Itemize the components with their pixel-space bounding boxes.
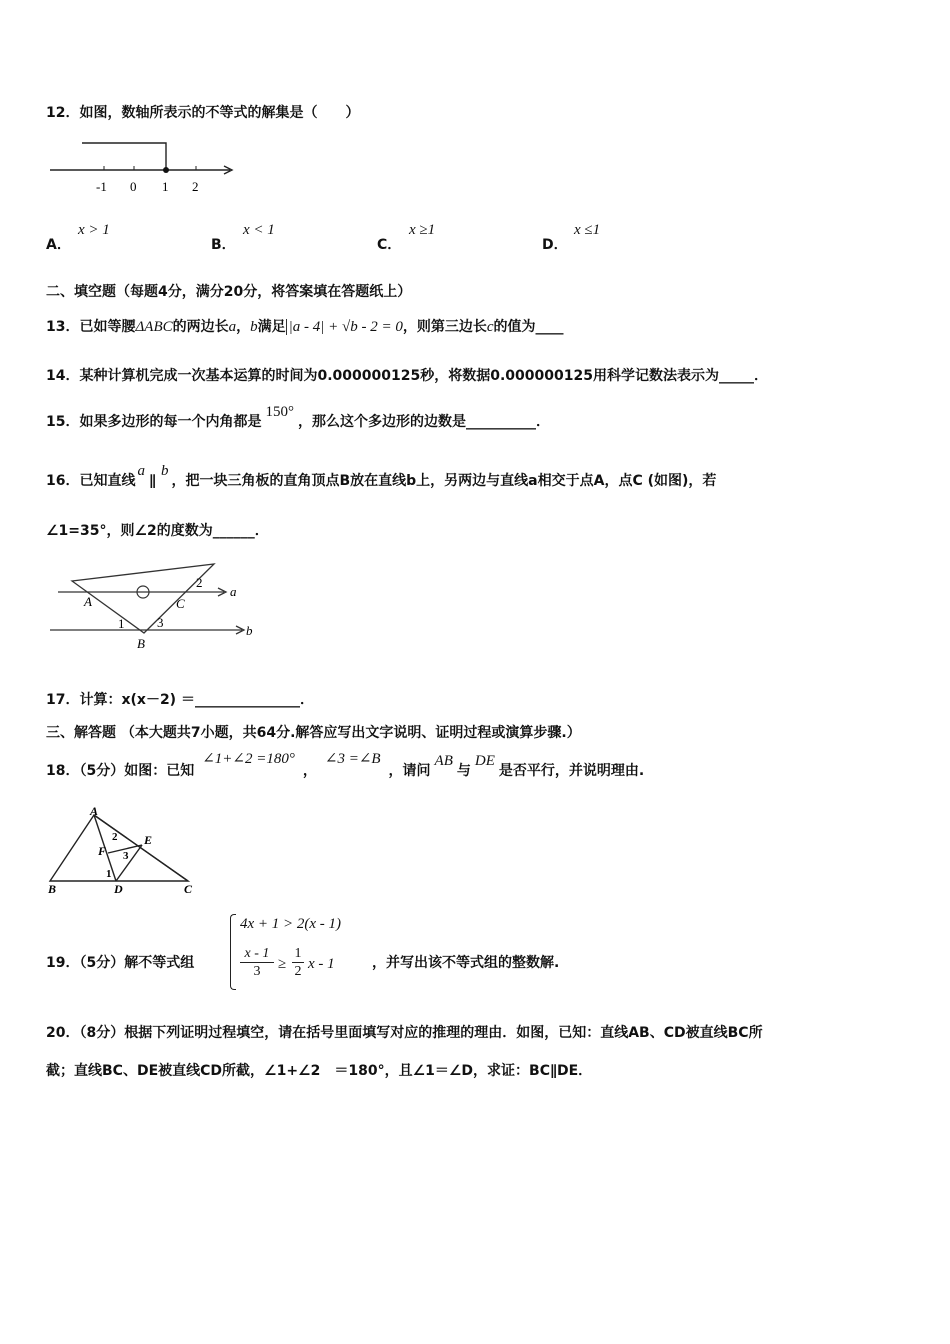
- q17: 17．计算：x(x－2) ＝_______________．: [46, 692, 314, 708]
- option-label: D．: [542, 237, 568, 253]
- q16-line1: 16．已知直线a∥b，把一块三角板的直角顶点B放在直线b上，另两边与直线a相交于点A，点C (如图)，若: [46, 463, 717, 489]
- geq-sign: ≥: [278, 956, 287, 972]
- svg-text:3: 3: [123, 850, 129, 862]
- q18: 18．（5分）如图：已知∠1+∠2 =180°，∠3 =∠B，请问AB与DE是否平行，并说明理由.: [46, 751, 645, 779]
- tick-label: -1: [96, 179, 107, 194]
- svg-text:C: C: [176, 596, 185, 611]
- option-value: x ≥1: [409, 222, 436, 238]
- option-label: B．: [211, 237, 236, 253]
- tick-label: 1: [162, 179, 169, 194]
- q16-line2: ∠1=35°，则∠2的度数为______．: [46, 523, 269, 539]
- triangle-abc-figure: [46, 805, 206, 897]
- option-value: x < 1: [243, 222, 275, 238]
- q13-equation: |a - 4| + √b - 2 = 0: [286, 319, 403, 335]
- q19-prefix: 19．（5分）解不等式组: [46, 955, 195, 971]
- option-value: x > 1: [78, 222, 110, 238]
- q20-line1: 20．（8分）根据下列证明过程填空，请在括号里面填写对应的推理的理由．如图，已知：直线AB、CD被直线BC所: [46, 1025, 763, 1041]
- inequality-1: 4x + 1 > 2(x - 1): [240, 916, 342, 932]
- svg-text:1: 1: [118, 616, 125, 631]
- option-value: x ≤1: [574, 222, 601, 238]
- svg-text:2: 2: [196, 575, 203, 590]
- svg-text:2: 2: [112, 831, 118, 843]
- svg-text:a: a: [230, 584, 237, 599]
- option-label: C．: [377, 237, 402, 253]
- svg-text:3: 3: [157, 615, 164, 630]
- q15: 15．如果多边形的每一个内角都是150°，那么这个多边形的边数是__________．: [46, 404, 550, 430]
- svg-text:A: A: [90, 805, 99, 818]
- svg-text:C: C: [184, 882, 193, 896]
- option-label: A．: [46, 237, 71, 253]
- q14: 14．某种计算机完成一次基本运算的时间为0.000000125秒，将数据0.000000125用科学记数法表示为_____．: [46, 368, 768, 384]
- svg-text:b: b: [246, 623, 253, 638]
- number-line-figure: [46, 135, 246, 199]
- section-3-title: 三、解答题 （本大题共7小题，共64分.解答应写出文字说明、证明过程或演算步骤.）: [46, 725, 581, 741]
- fraction-numerator: x - 1: [240, 946, 274, 963]
- section-2-title: 二、填空题（每题4分，满分20分，将答案填在答题纸上）: [46, 284, 412, 300]
- svg-text:D: D: [114, 882, 123, 896]
- angle-150: 150°: [265, 404, 294, 420]
- svg-text:B: B: [48, 882, 57, 896]
- svg-text:1: 1: [106, 868, 112, 880]
- svg-text:F: F: [98, 844, 107, 858]
- inequality-system: 4x + 1 > 2(x - 1) $\frac{x - 1}{3}$ ≥ 1 2 x - 1: [230, 912, 370, 992]
- solid-point: [163, 167, 169, 173]
- parallel-lines-triangle-figure: [46, 558, 256, 654]
- triangle-abc: [50, 815, 188, 881]
- inequality-2-tail: x - 1: [308, 956, 335, 972]
- svg-text:A: A: [84, 594, 92, 609]
- solution-ray: [82, 143, 166, 170]
- fraction-denominator: 3: [253, 964, 261, 979]
- svg-text:B: B: [137, 636, 145, 651]
- q13: 13．已如等腰ΔABC的两边长a，b满足 |a - 4| + √b - 2 = 0，则第三边长c的值为____: [46, 319, 564, 335]
- svg-text:E: E: [144, 833, 153, 847]
- q12-stem: 12．如图，数轴所表示的不等式的解集是（ ）: [46, 105, 360, 121]
- tick-label: 2: [192, 179, 199, 194]
- q20-line2: 截；直线BC、DE被直线CD所截，∠1+∠2 ＝180°，且∠1＝∠D，求证：BC∥DE．: [46, 1063, 593, 1079]
- q19-suffix: ，并写出该不等式组的整数解.: [372, 955, 560, 971]
- tick-label: 0: [130, 179, 137, 194]
